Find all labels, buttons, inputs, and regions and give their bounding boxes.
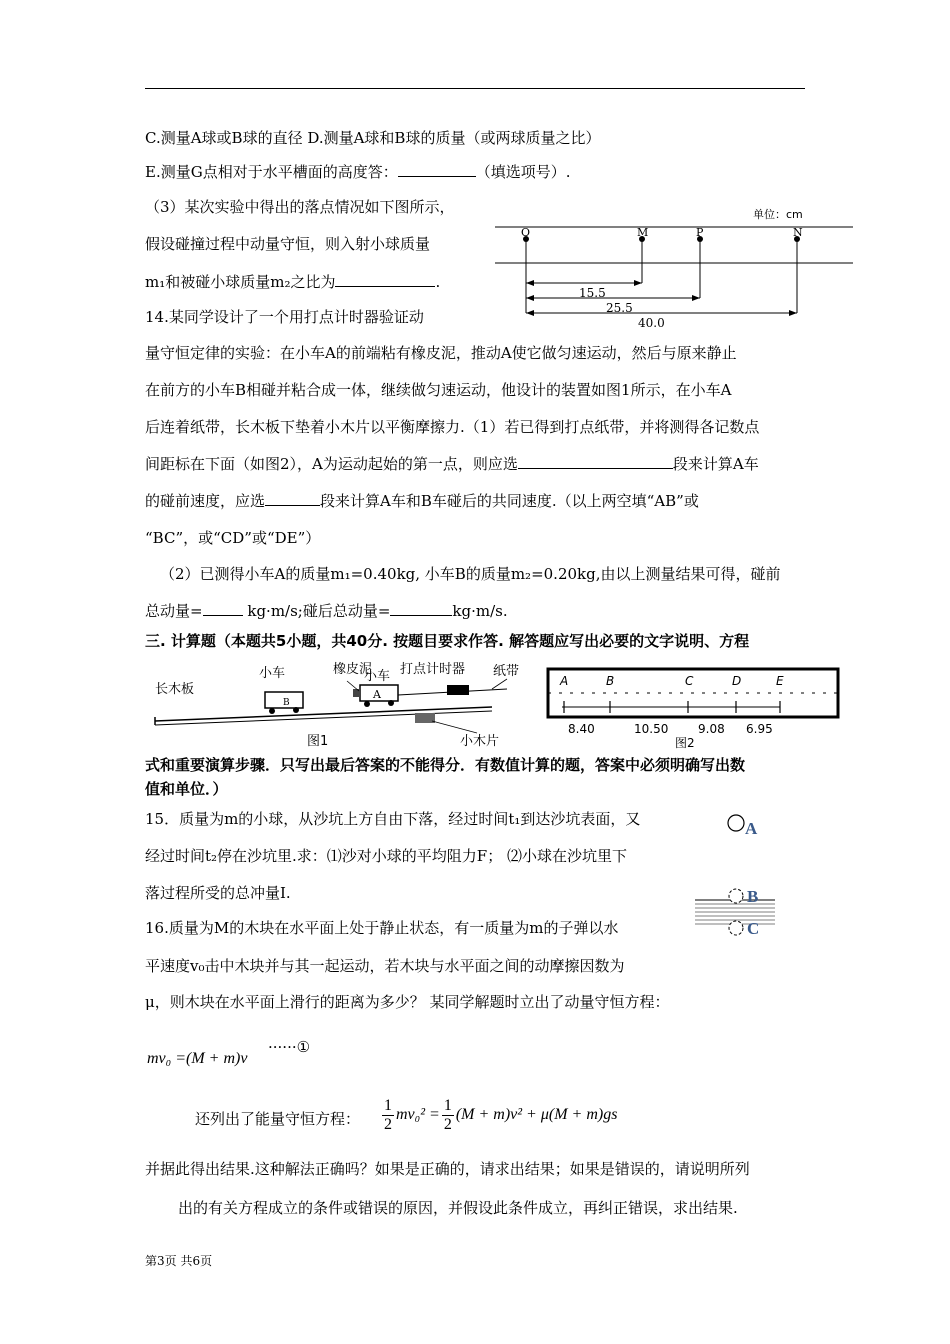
figure2-tape [540, 663, 850, 753]
q14-line3: 在前方的小车B相碰并粘合成一体，继续做匀速运动，他设计的装置如图1所示，在小车A [145, 381, 732, 399]
car-b-wheel-right [293, 707, 299, 713]
equation-tag: ······① [268, 1038, 311, 1056]
tape-point-b: B [606, 674, 615, 688]
q14-line1: 14.某同学设计了一个用打点计时器验证动 [145, 308, 424, 326]
point-n-label: N [793, 226, 803, 239]
figure1-caption: 图1 [307, 734, 329, 749]
point-p-label: P [696, 226, 704, 239]
timer-body [447, 685, 469, 695]
q16-line1: 16.质量为M的木块在水平面上处于静止状态，有一质量为m的子弹以水 [145, 919, 619, 937]
car-a-letter: A [373, 688, 381, 701]
wood-pointer [432, 721, 477, 733]
q15-line2: 经过时间t₂停在沙坑里.求：⑴沙对小球的平均阻力F； ⑵小球在沙坑里下 [145, 847, 627, 865]
point-m-label: M [637, 226, 649, 239]
landing-points-figure [495, 205, 855, 330]
label-timer: 打点计时器 [400, 662, 466, 677]
label-putty: 橡皮泥 [333, 662, 373, 677]
board-bottom [155, 711, 492, 725]
label-wood-block: 小木片 [460, 734, 500, 749]
q13-part3-line3: m₁和被碰小球质量m₂之比为 . [145, 273, 441, 291]
putty-block [353, 689, 360, 697]
op-distance: 25.5 [606, 301, 633, 315]
header-rule [145, 88, 805, 89]
q14-line9: 总动量= kg·m/s;碰后总动量= kg·m/s. [145, 602, 508, 620]
fraction-half-right: $\frac{1}{2}$ [443, 1097, 452, 1133]
op-arrowhead-left [526, 295, 534, 301]
om-arrowhead-left [526, 280, 534, 286]
car-b-letter: B [283, 698, 290, 708]
q13-options-cd: C.测量A球或B球的直径 D.测量A球和B球的质量（或两球质量之比） [145, 129, 601, 147]
tape-distance-ab: 8.40 [568, 722, 595, 736]
ball-position-b [729, 889, 743, 903]
label-car-b: 小车 [259, 666, 286, 681]
q13-option-e: E.测量G点相对于水平槽面的高度答： （填选项号）. [145, 163, 571, 181]
q14-line7: “BC”，或“CD”或“DE”） [145, 529, 321, 547]
om-arrowhead-right [634, 280, 642, 286]
energy-equation: $\frac{1}{2}$ mv₀² = $\frac{1}{2}$ (M + m)v² + μ(M + m)gs [384, 1097, 618, 1133]
label-a: A [745, 819, 758, 838]
q16-line4: 并据此得出结果.这种解法正确吗？如果是正确的，请求出结果；如果是错误的，请说明所列 [145, 1160, 750, 1178]
q15-line1: 15．质量为m的小球，从沙坑上方自由下落，经过时间t₁到达沙坑表面，又 [145, 810, 641, 828]
ball-position-a [728, 815, 744, 831]
q13-part3-line1: （3）某次实验中得出的落点情况如下图所示， [145, 198, 455, 216]
label-b: B [747, 887, 759, 906]
energy-equation-intro: 还列出了能量守恒方程： [195, 1110, 361, 1128]
op-arrowhead-right [692, 295, 700, 301]
q15-line3: 落过程所受的总冲量I. [145, 884, 291, 902]
q14-line8: （2）已测得小车A的质量m₁=0.40kg, 小车B的质量m₂=0.20kg,由以上测量结果可得，碰前 [160, 565, 781, 583]
label-tape: 纸带 [493, 664, 520, 679]
car-b-wheel-left [269, 708, 275, 714]
section3-heading-line1: 三. 计算题（本题共5小题，共40分. 按题目要求作答. 解答题应写出必要的文字说明、方程 [145, 632, 750, 650]
label-c: C [747, 919, 760, 938]
board-top [155, 707, 492, 721]
unit-label: 单位：cm [753, 208, 803, 221]
tape-pointer [492, 679, 507, 689]
ball-position-c [729, 921, 743, 935]
wood-block [415, 713, 435, 723]
q14-line5: 间距标在下面（如图2），A为运动起始的第一点，则应选 段来计算A车 [145, 455, 759, 473]
tape-point-c: C [685, 674, 694, 688]
q16-line5: 出的有关方程成立的条件或错误的原因，并假设此条件成立，再纠正错误，求出结果. [178, 1199, 738, 1217]
q13-part3-line2: 假设碰撞过程中动量守恒，则入射小球质量 [145, 235, 431, 253]
tape-distance-bc: 10.50 [634, 722, 669, 736]
tape-distance-cd: 9.08 [698, 722, 725, 736]
q14-line6: 的碰前速度，应选 段来计算A车和B车碰后的共同速度.（以上两空填“AB”或 [145, 492, 699, 510]
label-car-a: 小车 [364, 669, 391, 684]
sand-pit-figure [695, 810, 785, 945]
tape-point-d: D [732, 674, 742, 688]
point-o-label: O [521, 226, 531, 239]
section3-heading-line2: 式和重要演算步骤．只写出最后答案的不能得分．有数值计算的题，答案中必须明确写出数 [145, 756, 746, 774]
tape-point-a: A [560, 674, 569, 688]
om-distance: 15.5 [579, 286, 606, 300]
q16-line2: 平速度v₀击中木块并与其一起运动，若木块与水平面之间的动摩擦因数为 [145, 957, 625, 975]
momentum-equation: mv₀ =(M + m)v [147, 1050, 248, 1067]
q16-line3: μ，则木块在水平面上滑行的距离为多少？ 某同学解题时立出了动量守恒方程： [145, 993, 670, 1011]
q14-line4: 后连着纸带，长木板下垫着小木片以平衡摩擦力.（1）若已得到打点纸带，并将测得各记数点 [145, 418, 760, 436]
figure1-apparatus [147, 655, 537, 753]
fraction-half-left: $\frac{1}{2}$ [384, 1097, 392, 1133]
page-footer: 第3页 共6页 [145, 1254, 213, 1268]
q14-line2: 量守恒定律的实验：在小车A的前端粘有橡皮泥，推动A使它做匀速运动，然后与原来静止 [145, 344, 737, 362]
label-long-board: 长木板 [155, 682, 195, 697]
on-distance: 40.0 [638, 316, 665, 330]
car-a-wheel-right [388, 700, 394, 706]
tape-distance-de: 6.95 [746, 722, 773, 736]
car-a-wheel-left [364, 701, 370, 707]
tape-point-e: E [776, 674, 784, 688]
on-arrowhead-left [526, 310, 534, 316]
figure2-caption: 图2 [675, 736, 695, 750]
section3-heading-line3: 值和单位．） [145, 780, 228, 798]
on-arrowhead-right [789, 310, 797, 316]
